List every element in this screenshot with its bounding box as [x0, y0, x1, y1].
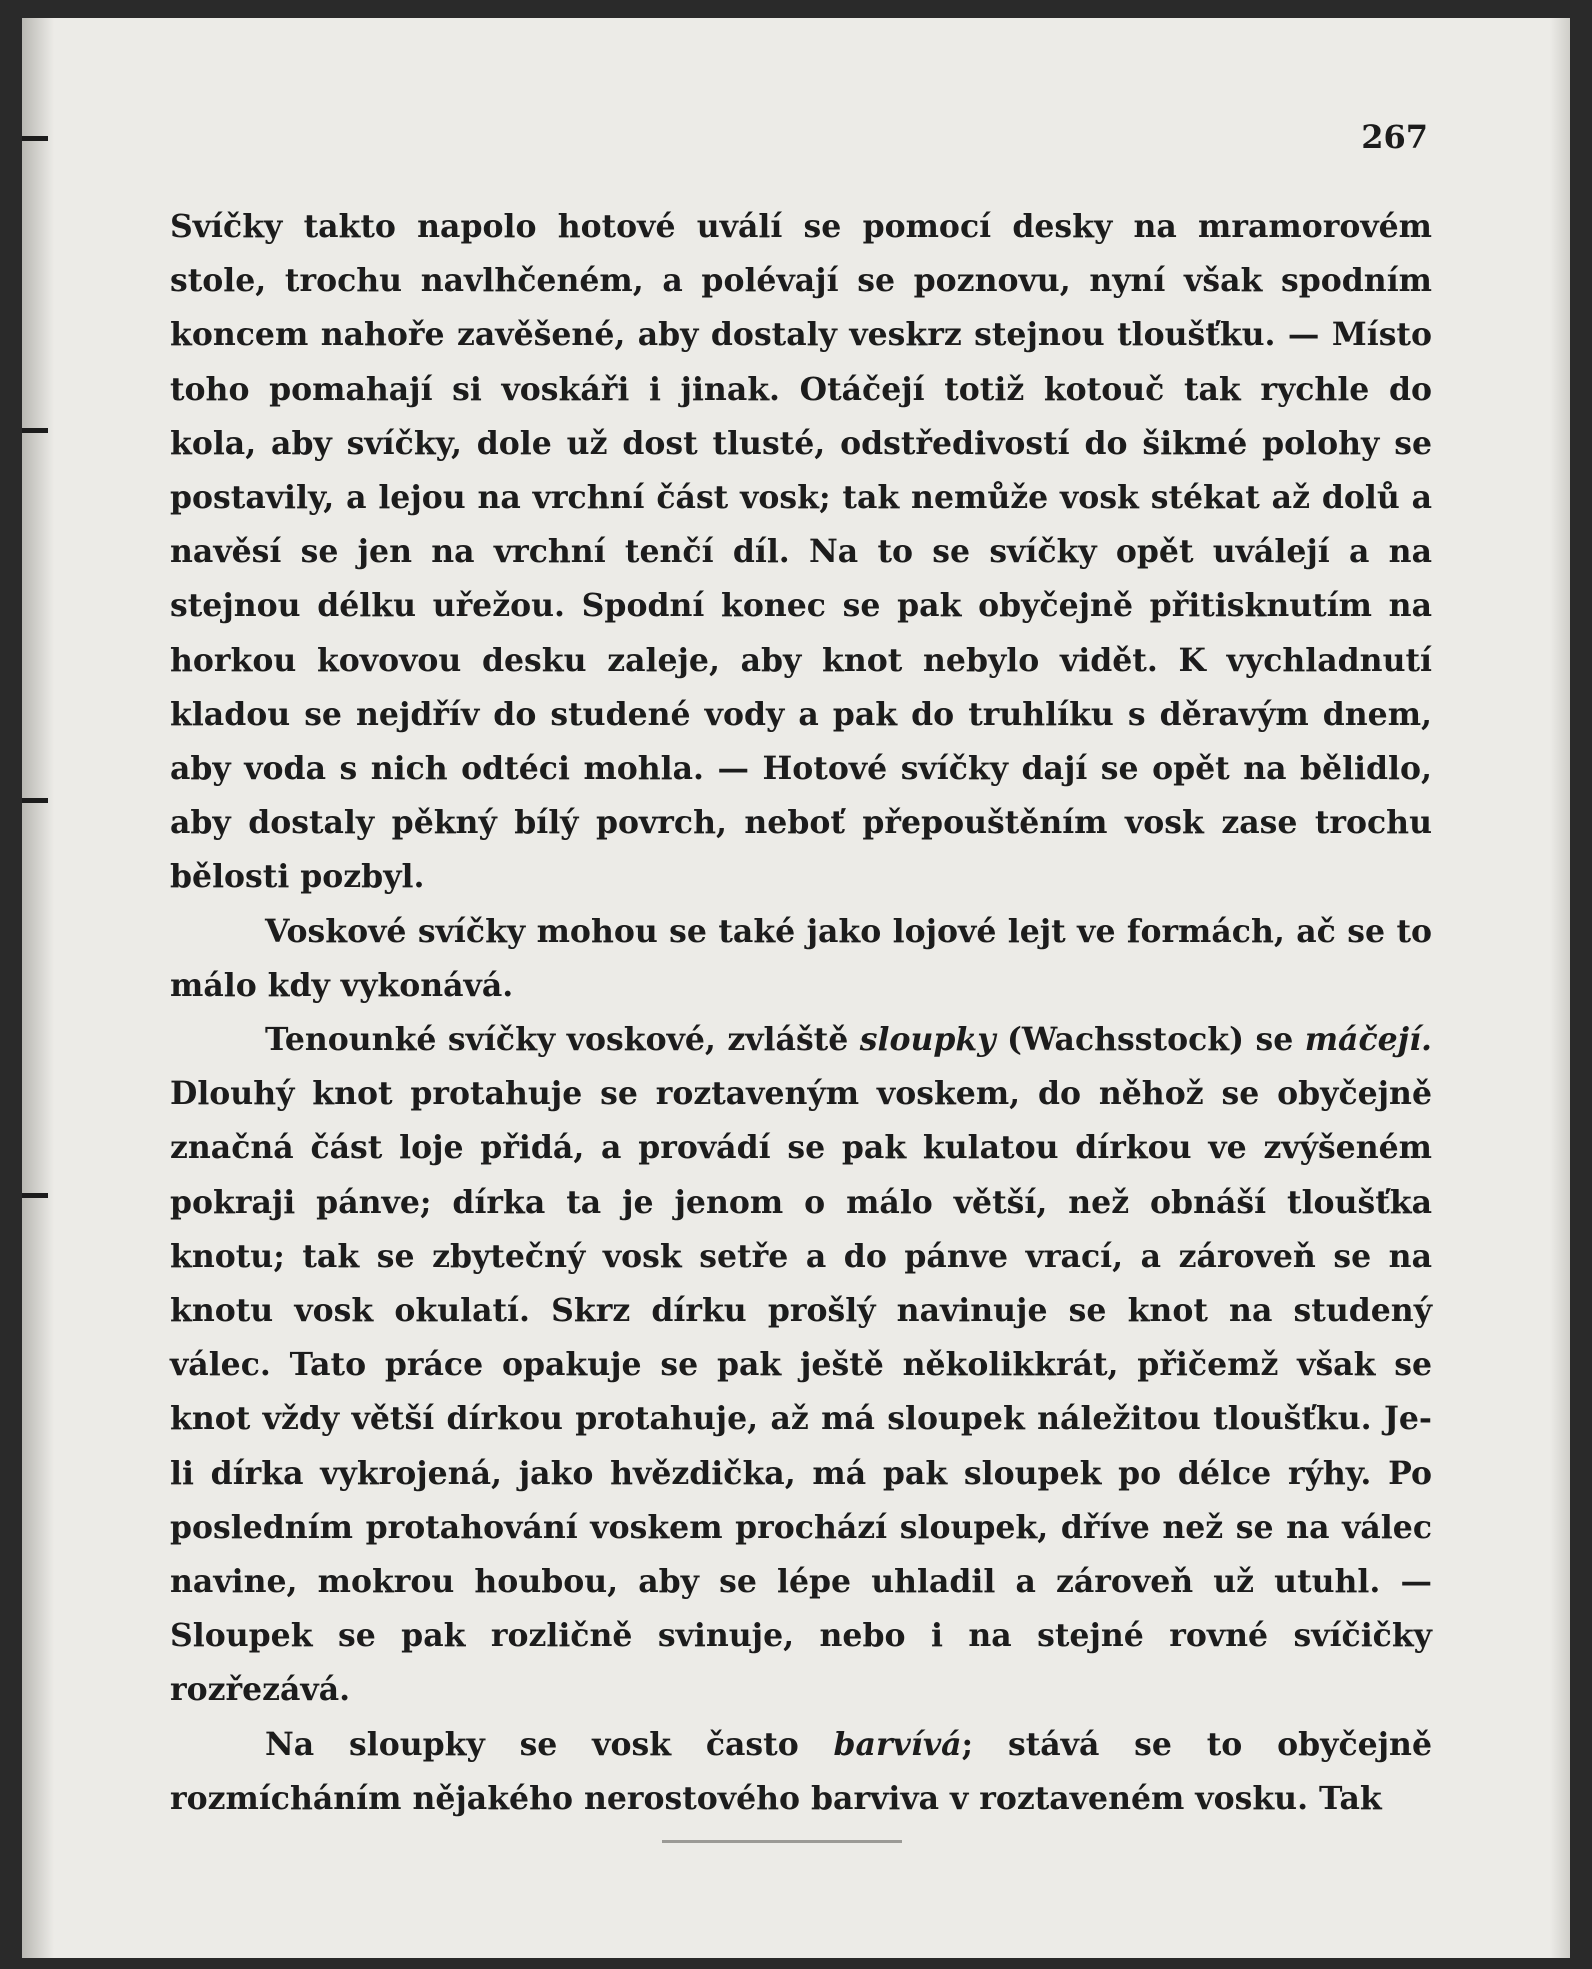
fraktur-term: Wachsstock: [1021, 1021, 1230, 1059]
italic-term: sloupky: [859, 1021, 996, 1059]
paragraph-text: Voskové svíčky mohou se také jako lojové lejt ve formách, ač se to málo kdy vykonává.: [170, 912, 1432, 1004]
paragraph: [170, 1013, 1432, 1718]
page-number: 267: [1361, 118, 1428, 156]
italic-term: barvívá: [833, 1725, 962, 1763]
margin-mark: [22, 428, 48, 433]
paragraph-text: (: [995, 1021, 1022, 1059]
paragraph-text: Na sloupky se vosk často: [265, 1725, 834, 1763]
italic-term: máčejí.: [1304, 1021, 1433, 1059]
paragraph-text: ; stává se to obyčejně rozmícháním nějakého nerostového barviva v roztaveném vosku. Tak: [170, 1725, 1433, 1817]
paragraph-text: Dlouhý knot protahuje se roztaveným voskem, do něhož se obyčejně značná část loje přidá, a provádí se pak kulatou dírkou ve zvýšeném pokraji pánve; dírka ta je jenom o málo větší, než obnáší tloušťka knotu; tak se zbytečný vosk setře a do pánve vrací, a zároveň se na knotu vosk okulatí. Skrz dírku prošlý navinuje se knot na studený válec. Tato práce opakuje se pak ještě několikkrát, přičemž však se knot vždy větší dírkou protahuje, až má sloupek náležitou tloušťku. Je-li dírka vykrojená, jako hvězdička, má pak sloupek po délce rýhy. Po posledním protahování voskem prochází sloupek, dříve než se na válec navine, mokrou houbou, aby se lépe uhladil a zároveň už utuhl. — Sloupek se pak rozličně svinuje, nebo i na stejné rovné svíčičky rozřezává.: [170, 1075, 1432, 1709]
margin-mark: [22, 136, 48, 141]
paragraph: [170, 1718, 1432, 1826]
paragraph-text: ) se: [1229, 1021, 1305, 1059]
book-page: [22, 18, 1570, 1958]
margin-mark: [22, 798, 48, 803]
margin-mark: [22, 1193, 48, 1198]
bottom-rule: [662, 1840, 902, 1843]
spine-shadow: [22, 18, 54, 1958]
paragraph: [170, 200, 1432, 905]
paragraph-text: Svíčky takto napolo hotové uválí se pomocí desky na mramorovém stole, trochu navlhčeném, a polévají se poznovu, nyní však spodním koncem nahoře zavěšené, aby dostaly veskrz stejnou tloušťku. — Místo toho pomahají si voskáři i jinak. Otáčejí totiž kotouč tak rychle do kola, aby svíčky, dole už dost tlusté, odstředivostí do šikmé polohy se postavily, a lejou na vrchní část vosk; tak nemůže vosk stékat až dolů a navěsí se jen na vrchní tenčí díl. Na to se svíčky opět uválejí a na stejnou délku uřežou. Spodní konec se pak obyčejně přitisknutím na horkou kovovou desku zaleje, aby knot nebylo vidět. K vychladnutí kladou se nejdřív do studené vody a pak do truhlíku s děravým dnem, aby voda s nich odtéci mohla. — Hotové svíčky dají se opět na bělidlo, aby dostaly pěkný bílý povrch, neboť přepouštěním vosk zase trochu bělosti pozbyl.: [170, 208, 1432, 896]
page-edge: [1550, 18, 1570, 1958]
body-text: [170, 200, 1432, 1826]
paragraph-text: Tenounké svíčky voskové, zvláště: [265, 1021, 860, 1059]
paragraph: [170, 905, 1432, 1013]
